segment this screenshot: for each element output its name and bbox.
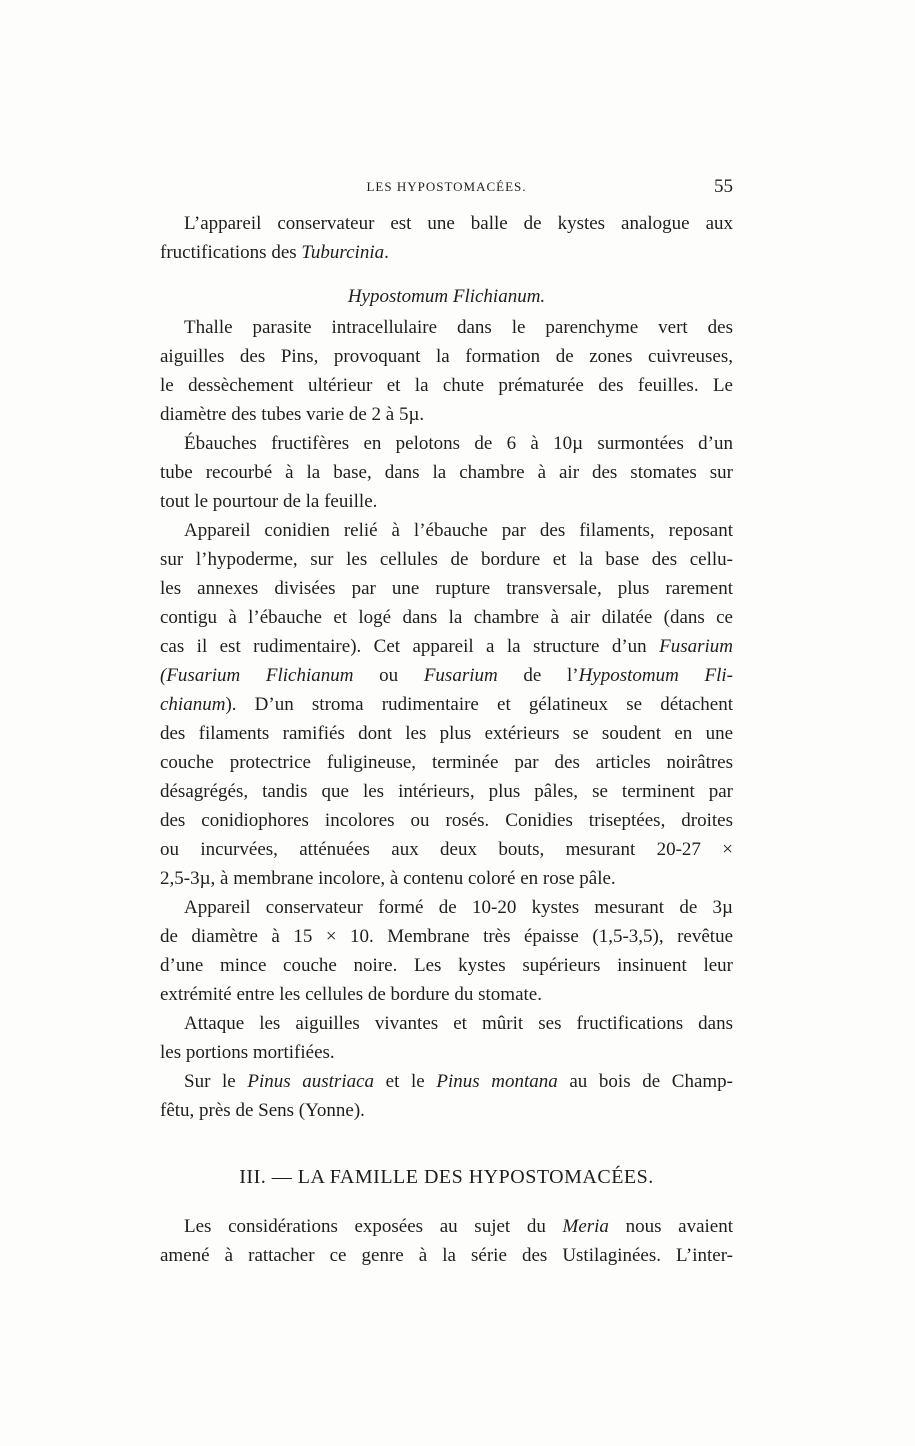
paragraph-line: 2,5-3µ, à membrane incolore, à contenu coloré en rose pâle. <box>160 868 616 889</box>
paragraph-line: amené à rattacher ce genre à la série des Ustilaginées. L’inter- <box>160 1245 733 1266</box>
paragraph-line: Thalle parasite intracellulaire dans le parenchyme vert des <box>184 317 733 338</box>
text-run: cas il est rudimentaire). Cet appareil a la structure d’un <box>160 636 660 657</box>
paragraph-line <box>160 1212 733 1241</box>
text-run: nous avaient <box>608 1216 733 1237</box>
species-name: Hypostomum Fli- <box>578 665 733 686</box>
paragraph-line: le dessèchement ultérieur et la chute prématurée des feuilles. Le <box>160 375 733 396</box>
text-run: . <box>384 242 389 263</box>
species-name: (Fusarium Flichianum <box>160 665 354 686</box>
paragraph-line: diamètre des tubes varie de 2 à 5µ. <box>160 404 425 425</box>
paragraph-line: Appareil conservateur formé de 10-20 kystes mesurant de 3µ <box>184 897 733 918</box>
text-run: au bois de Champ- <box>557 1071 733 1092</box>
species-title-text: Hypostomum Flichianum. <box>347 286 546 307</box>
paragraph-line: les annexes divisées par une rupture transversale, plus rarement <box>160 578 733 599</box>
text-run: Les considérations exposées au sujet du <box>184 1216 563 1237</box>
paragraph-line: ou incurvées, atténuées aux deux bouts, mesurant 20-27 × <box>160 839 733 860</box>
paragraph-line: extrémité entre les cellules de bordure du stomate. <box>160 984 542 1005</box>
paragraph-line: des conidiophores incolores ou rosés. Conidies triseptées, droites <box>160 810 733 831</box>
paragraph-line: Ébauches fructifères en pelotons de 6 à 10µ surmontées d’un <box>184 433 733 454</box>
species-name: chianum <box>160 694 226 715</box>
text-run: Sur le <box>184 1071 248 1092</box>
paragraph-line: couche protectrice fuligineuse, terminée par des articles noirâtres <box>160 752 733 773</box>
intro-line <box>160 238 733 267</box>
genus-name: Tuburcinia <box>301 242 385 263</box>
text-run: et le <box>374 1071 437 1092</box>
text-run: fructifications des <box>160 242 302 263</box>
paragraph-line: désagrégés, tandis que les intérieurs, plus pâles, se terminent par <box>160 781 733 802</box>
intro-line: L’appareil conservateur est une balle de kystes analogue aux <box>184 213 733 234</box>
paragraph-line: des filaments ramifiés dont les plus extérieurs se soudent en une <box>160 723 733 744</box>
paragraph-line: contigu à l’ébauche et logé dans la chambre à air dilatée (dans ce <box>160 607 733 628</box>
paragraph-line: les portions mortifiées. <box>160 1042 335 1063</box>
genus-name: Fusarium <box>423 665 498 686</box>
species-title <box>160 282 733 311</box>
page-header <box>160 176 733 198</box>
text-run: de l’ <box>497 665 579 686</box>
paragraph-line: tout le pourtour de la feuille. <box>160 491 378 512</box>
species-name: Pinus montana <box>436 1071 558 1092</box>
paragraph-line: Appareil conidien relié à l’ébauche par des filaments, reposant <box>184 520 733 541</box>
paragraph-line <box>160 661 733 690</box>
paragraph-line: tube recourbé à la base, dans la chambre à air des stomates sur <box>160 462 733 483</box>
paragraph-line <box>160 632 733 661</box>
paragraph-line: sur l’hypoderme, sur les cellules de bordure et la base des cellu- <box>160 549 733 570</box>
paragraph-line: de diamètre à 15 × 10. Membrane très épaisse (1,5-3,5), revêtue <box>160 926 733 947</box>
running-title: LES HYPOSTOMACÉES. <box>366 179 527 194</box>
paragraph-line: fêtu, près de Sens (Yonne). <box>160 1100 365 1121</box>
genus-name: Meria <box>562 1216 609 1237</box>
paragraph-line <box>160 1067 733 1096</box>
section-heading: III. — LA FAMILLE DES HYPOSTOMACÉES. <box>239 1166 654 1188</box>
genus-name: Fusarium <box>659 636 733 657</box>
paragraph-line: aiguilles des Pins, provoquant la formation de zones cuivreuses, <box>160 346 733 367</box>
species-name: Pinus austriaca <box>247 1071 375 1092</box>
page-body <box>160 209 733 1270</box>
page-number: 55 <box>714 176 733 197</box>
text-run: ). D’un stroma rudimentaire et gélatineux se détachent <box>225 694 733 715</box>
paragraph-line <box>160 690 733 719</box>
paragraph-line: Attaque les aiguilles vivantes et mûrit ses fructifications dans <box>184 1013 733 1034</box>
text-run: ou <box>353 665 424 686</box>
paragraph-line: d’une mince couche noire. Les kystes supérieurs insinuent leur <box>160 955 733 976</box>
